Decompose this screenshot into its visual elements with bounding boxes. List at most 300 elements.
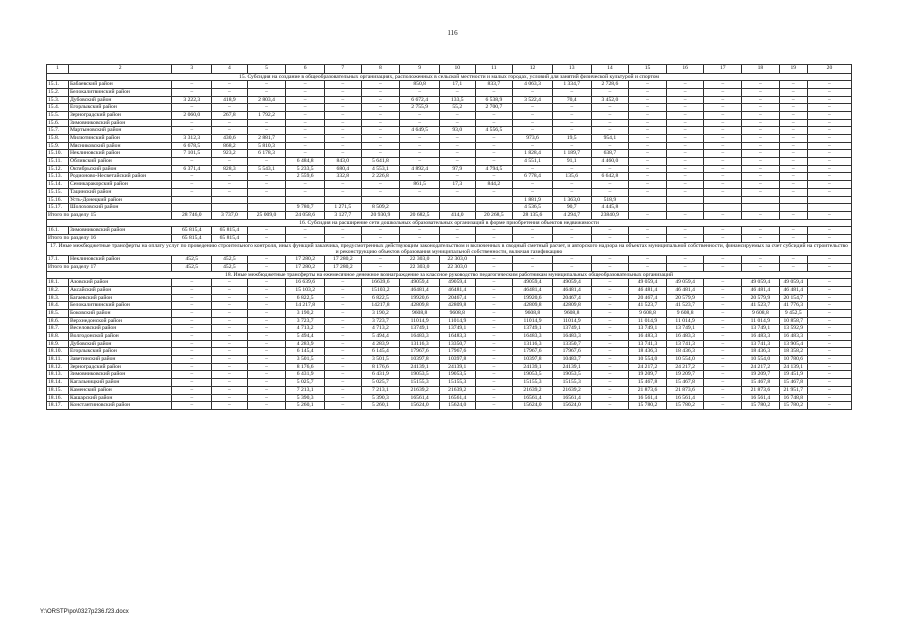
column-number-cell: 3 [172, 65, 212, 74]
value-cell: 18 436,3 [742, 348, 780, 356]
district-name-cell: Волгодонской район [68, 333, 171, 341]
value-cell: 16 748,8 [779, 394, 807, 402]
district-name-cell: Кашарский район [68, 394, 171, 402]
value-cell: 97,9 [440, 165, 476, 173]
value-cell: 4 892,4 [400, 165, 440, 173]
value-cell: – [513, 127, 553, 135]
value-cell: 7 213,1 [361, 386, 400, 394]
section-total-row [47, 211, 852, 219]
value-cell: 4 553,1 [361, 165, 400, 173]
value-cell: – [212, 81, 248, 89]
table-row [47, 371, 852, 379]
value-cell: 1 881,9 [513, 196, 553, 204]
value-cell: – [286, 181, 325, 189]
table-row [47, 325, 852, 333]
value-cell: 2 881,7 [247, 135, 286, 143]
value-cell: – [704, 317, 742, 325]
value-cell: – [591, 111, 629, 119]
value-cell: – [247, 88, 286, 96]
value-cell: 21639,2 [552, 386, 591, 394]
row-number-cell: 15.15. [47, 188, 69, 196]
total-value-cell: – [440, 234, 476, 242]
value-cell: 8 509,2 [361, 204, 400, 212]
column-number-cell: 15 [629, 65, 667, 74]
table-row [47, 356, 852, 364]
value-cell: 15 780,2 [666, 402, 704, 410]
total-value-cell: – [475, 234, 513, 242]
value-cell: 13 749,1 [742, 325, 780, 333]
value-cell: – [212, 348, 248, 356]
value-cell: – [325, 142, 362, 150]
value-cell: 46 481,4 [742, 286, 780, 294]
value-cell: – [361, 142, 400, 150]
value-cell: 5 641,8 [361, 158, 400, 166]
value-cell: – [212, 386, 248, 394]
value-cell: 2 559,6 [286, 173, 325, 181]
value-cell: – [591, 119, 629, 127]
value-cell: – [629, 227, 667, 235]
value-cell: – [666, 142, 704, 150]
value-cell: – [779, 158, 807, 166]
value-cell: 5 543,1 [247, 165, 286, 173]
value-cell: – [704, 127, 742, 135]
value-cell: – [704, 104, 742, 112]
value-cell: – [325, 309, 362, 317]
value-cell: 13749,1 [552, 325, 591, 333]
value-cell: – [807, 150, 851, 158]
table-row [47, 119, 852, 127]
value-cell: 42809,8 [552, 302, 591, 310]
value-cell: – [704, 402, 742, 410]
value-cell: – [807, 173, 851, 181]
value-cell: – [591, 104, 629, 112]
value-cell: 4 713,2 [286, 325, 325, 333]
column-number-cell: 10 [440, 65, 476, 74]
row-number-cell: 18.17. [47, 402, 69, 410]
value-cell: – [400, 135, 440, 143]
value-cell: 7 213,1 [286, 386, 325, 394]
value-cell: – [807, 279, 851, 287]
row-number-cell: 18.3. [47, 294, 69, 302]
column-number-cell: 8 [361, 65, 400, 74]
value-cell: – [286, 104, 325, 112]
value-cell: 5 810,3 [247, 142, 286, 150]
value-cell: – [591, 371, 629, 379]
value-cell: – [286, 188, 325, 196]
value-cell: 24 217,2 [666, 363, 704, 371]
value-cell: – [400, 142, 440, 150]
value-cell: – [807, 348, 851, 356]
total-value-cell: 3 127,7 [325, 211, 362, 219]
value-cell: – [475, 294, 513, 302]
value-cell: – [666, 96, 704, 104]
value-cell: – [779, 96, 807, 104]
value-cell: – [807, 104, 851, 112]
section-heading-row [47, 271, 852, 279]
value-cell: 19920,6 [400, 294, 440, 302]
value-cell: – [666, 181, 704, 189]
value-cell: 6 145,4 [361, 348, 400, 356]
table-row [47, 173, 852, 181]
value-cell: 3 222,3 [172, 96, 212, 104]
value-cell: – [591, 317, 629, 325]
value-cell: 4 794,5 [475, 165, 513, 173]
value-cell: – [591, 379, 629, 387]
value-cell: – [325, 325, 362, 333]
total-value-cell: – [807, 263, 851, 271]
section-heading-row [47, 73, 852, 81]
value-cell: 20 154,7 [779, 294, 807, 302]
total-label: Итого по разделу 17 [47, 263, 172, 271]
value-cell: 20467,4 [552, 294, 591, 302]
column-number-cell: 19 [779, 65, 807, 74]
value-cell: – [361, 119, 400, 127]
value-cell: – [475, 119, 513, 127]
value-cell: 5 390,3 [286, 394, 325, 402]
value-cell: – [742, 256, 780, 264]
column-number-cell: 7 [325, 65, 362, 74]
district-name-cell: Неклиновский район [68, 256, 171, 264]
value-cell: – [361, 150, 400, 158]
value-cell: – [212, 188, 248, 196]
value-cell: – [325, 386, 362, 394]
row-number-cell: 18.9. [47, 340, 69, 348]
value-cell: – [361, 135, 400, 143]
value-cell: – [247, 188, 286, 196]
value-cell: 49059,4 [400, 279, 440, 287]
value-cell: 17,3 [440, 181, 476, 189]
value-cell: 3 522,4 [513, 96, 553, 104]
value-cell: – [513, 188, 553, 196]
total-value-cell: – [629, 263, 667, 271]
district-name-cell: Тацинский район [68, 188, 171, 196]
value-cell: – [629, 188, 667, 196]
table-row [47, 96, 852, 104]
value-cell: 3 190,2 [361, 309, 400, 317]
value-cell: – [779, 127, 807, 135]
value-cell: 16483,3 [552, 333, 591, 341]
value-cell [742, 204, 780, 212]
value-cell: 24139,1 [440, 363, 476, 371]
row-number-cell: 18.8. [47, 333, 69, 341]
value-cell: – [212, 181, 248, 189]
value-cell: – [591, 127, 629, 135]
value-cell: – [513, 181, 553, 189]
total-value-cell: – [361, 263, 400, 271]
value-cell: – [475, 111, 513, 119]
value-cell: – [704, 188, 742, 196]
total-value-cell: – [742, 211, 780, 219]
value-cell: – [591, 363, 629, 371]
value-cell: – [629, 111, 667, 119]
value-cell [286, 196, 325, 204]
value-cell: – [361, 256, 400, 264]
value-cell: – [742, 111, 780, 119]
value-cell: – [704, 88, 742, 96]
value-cell: 13 749,1 [629, 325, 667, 333]
value-cell: – [172, 333, 212, 341]
value-cell: 973,6 [513, 135, 553, 143]
value-cell: – [742, 119, 780, 127]
value-cell: – [212, 173, 248, 181]
total-value-cell: – [629, 211, 667, 219]
value-cell: – [779, 188, 807, 196]
value-cell: – [666, 104, 704, 112]
value-cell: – [704, 286, 742, 294]
value-cell: 11014,9 [400, 317, 440, 325]
value-cell: – [247, 340, 286, 348]
column-number-cell: 14 [591, 65, 629, 74]
value-cell: – [212, 88, 248, 96]
table-row [47, 363, 852, 371]
value-cell: – [172, 394, 212, 402]
value-cell: 5 025,7 [361, 379, 400, 387]
value-cell: – [286, 227, 325, 235]
district-name-cell: Константиновский район [68, 402, 171, 410]
value-cell: 1 189,7 [552, 150, 591, 158]
value-cell: 46481,4 [440, 286, 476, 294]
value-cell: – [591, 88, 629, 96]
total-value-cell: – [779, 234, 807, 242]
value-cell: 4 283,9 [286, 340, 325, 348]
value-cell: – [704, 142, 742, 150]
value-cell: 954,1 [591, 135, 629, 143]
value-cell: – [591, 348, 629, 356]
value-cell: – [704, 227, 742, 235]
value-cell: – [325, 286, 362, 294]
total-value-cell: 414,0 [440, 211, 476, 219]
value-cell: 10397,8 [400, 356, 440, 364]
value-cell: – [247, 302, 286, 310]
total-value-cell: 28 135,6 [513, 211, 553, 219]
value-cell: 49059,4 [440, 279, 476, 287]
row-number-cell: 18.1. [47, 279, 69, 287]
value-cell: 15 467,8 [629, 379, 667, 387]
row-number-cell: 17.1. [47, 256, 69, 264]
table-row [47, 127, 852, 135]
value-cell: 90,7 [552, 204, 591, 212]
value-cell: – [591, 286, 629, 294]
value-cell: – [666, 135, 704, 143]
value-cell: – [807, 309, 851, 317]
value-cell: – [807, 127, 851, 135]
value-cell: 3 501,5 [286, 356, 325, 364]
value-cell: – [361, 104, 400, 112]
value-cell: – [629, 181, 667, 189]
value-cell: 19053,5 [552, 371, 591, 379]
value-cell: – [172, 88, 212, 96]
value-cell: – [172, 302, 212, 310]
district-name-cell: Боковский район [68, 309, 171, 317]
value-cell [807, 196, 851, 204]
value-cell: 21639,2 [513, 386, 553, 394]
value-cell: – [704, 356, 742, 364]
table-row [47, 150, 852, 158]
value-cell: 843,0 [325, 158, 362, 166]
table-row [47, 188, 852, 196]
value-cell: – [212, 104, 248, 112]
value-cell: – [212, 309, 248, 317]
row-number-cell: 15.3. [47, 96, 69, 104]
value-cell: 6 822,5 [286, 294, 325, 302]
value-cell: 49059,4 [552, 279, 591, 287]
value-cell: 15 780,2 [779, 402, 807, 410]
value-cell: – [325, 317, 362, 325]
value-cell: 2 755,9 [400, 104, 440, 112]
value-cell: 17967,6 [400, 348, 440, 356]
value-cell: 8 176,6 [361, 363, 400, 371]
value-cell: – [440, 135, 476, 143]
value-cell: 49 059,4 [666, 279, 704, 287]
total-value-cell: – [400, 234, 440, 242]
value-cell: – [475, 386, 513, 394]
value-cell: 1 334,7 [552, 81, 591, 89]
value-cell: 21 951,7 [779, 386, 807, 394]
value-cell: 65 815,4 [172, 227, 212, 235]
value-cell: – [807, 181, 851, 189]
value-cell: 6 538,9 [475, 96, 513, 104]
section-total-row [47, 234, 852, 242]
value-cell: 18 436,3 [629, 348, 667, 356]
table-body [47, 65, 852, 410]
value-cell: 10483,7 [552, 356, 591, 364]
value-cell: 4 460,0 [591, 158, 629, 166]
value-cell: – [325, 356, 362, 364]
value-cell: – [704, 111, 742, 119]
value-cell: – [400, 111, 440, 119]
value-cell: 332,8 [325, 173, 362, 181]
value-cell: 8 176,6 [286, 363, 325, 371]
value-cell: – [552, 88, 591, 96]
table-row [47, 204, 852, 212]
value-cell [400, 196, 440, 204]
value-cell: – [742, 165, 780, 173]
value-cell [704, 204, 742, 212]
value-cell: 24139,1 [400, 363, 440, 371]
value-cell: – [629, 104, 667, 112]
value-cell: – [247, 127, 286, 135]
column-number-row [47, 65, 852, 74]
value-cell: 9608,8 [400, 309, 440, 317]
value-cell: – [704, 135, 742, 143]
value-cell [666, 204, 704, 212]
value-cell [779, 204, 807, 212]
total-value-cell: 22 303,0 [400, 263, 440, 271]
value-cell: 13 741,3 [629, 340, 667, 348]
value-cell: 49 059,4 [742, 279, 780, 287]
value-cell: 4 551,1 [513, 158, 553, 166]
column-number-cell: 16 [666, 65, 704, 74]
value-cell: – [247, 286, 286, 294]
value-cell [666, 196, 704, 204]
value-cell [247, 204, 286, 212]
value-cell: 16561,4 [513, 394, 553, 402]
value-cell: – [666, 111, 704, 119]
value-cell: – [325, 135, 362, 143]
value-cell: 9608,8 [513, 309, 553, 317]
value-cell: – [513, 256, 553, 264]
value-cell: 16561,4 [440, 394, 476, 402]
value-cell: – [704, 379, 742, 387]
value-cell: 15103,2 [361, 286, 400, 294]
value-cell: – [807, 379, 851, 387]
district-name-cell: Зимовниковский район [68, 371, 171, 379]
value-cell: – [704, 394, 742, 402]
value-cell: – [704, 96, 742, 104]
value-cell: – [247, 356, 286, 364]
value-cell: – [247, 402, 286, 410]
district-name-cell: Егорлыкский район [68, 104, 171, 112]
value-cell: – [552, 181, 591, 189]
district-name-cell: Верхнедонской район [68, 317, 171, 325]
value-cell: 13350,7 [552, 340, 591, 348]
value-cell: 16 483,3 [629, 333, 667, 341]
value-cell: 15624,0 [400, 402, 440, 410]
value-cell: – [779, 135, 807, 143]
value-cell: 3 312,3 [172, 135, 212, 143]
row-number-cell: 15.9. [47, 142, 69, 150]
value-cell: – [325, 111, 362, 119]
value-cell: – [440, 88, 476, 96]
value-cell: – [325, 371, 362, 379]
value-cell: 20 579,9 [666, 294, 704, 302]
table-row [47, 286, 852, 294]
value-cell: 15 467,8 [666, 379, 704, 387]
value-cell [629, 204, 667, 212]
value-cell: 46 481,4 [629, 286, 667, 294]
row-number-cell: 15.16. [47, 196, 69, 204]
value-cell: – [742, 158, 780, 166]
value-cell: 868,2 [212, 142, 248, 150]
value-cell: – [629, 158, 667, 166]
value-cell: – [704, 325, 742, 333]
value-cell: – [247, 379, 286, 387]
table-row [47, 104, 852, 112]
value-cell: 41 523,7 [742, 302, 780, 310]
row-number-cell: 18.15. [47, 386, 69, 394]
value-cell: 9608,8 [552, 309, 591, 317]
value-cell: 16 483,3 [742, 333, 780, 341]
value-cell: 13116,3 [400, 340, 440, 348]
value-cell: 2 728,6 [591, 81, 629, 89]
value-cell: 4 536,5 [513, 204, 553, 212]
value-cell: – [475, 256, 513, 264]
total-value-cell: 65 815,4 [172, 234, 212, 242]
value-cell: – [742, 188, 780, 196]
value-cell: 15 780,2 [629, 402, 667, 410]
district-name-cell: Зерноградский район [68, 111, 171, 119]
row-number-cell: 18.7. [47, 325, 69, 333]
value-cell: – [361, 81, 400, 89]
value-cell: – [247, 104, 286, 112]
value-cell: – [212, 363, 248, 371]
table-row [47, 158, 852, 166]
table-row [47, 135, 852, 143]
row-number-cell: 18.2. [47, 286, 69, 294]
value-cell: – [172, 158, 212, 166]
district-name-cell: Аксайский район [68, 286, 171, 294]
value-cell: 5 390,3 [361, 394, 400, 402]
value-cell: – [704, 386, 742, 394]
total-value-cell: – [591, 263, 629, 271]
value-cell: – [172, 386, 212, 394]
column-number-cell: 18 [742, 65, 780, 74]
value-cell: – [591, 181, 629, 189]
value-cell: – [400, 188, 440, 196]
value-cell: 11014,9 [552, 317, 591, 325]
district-name-cell: Азовский район [68, 279, 171, 287]
total-value-cell: 452,5 [212, 263, 248, 271]
